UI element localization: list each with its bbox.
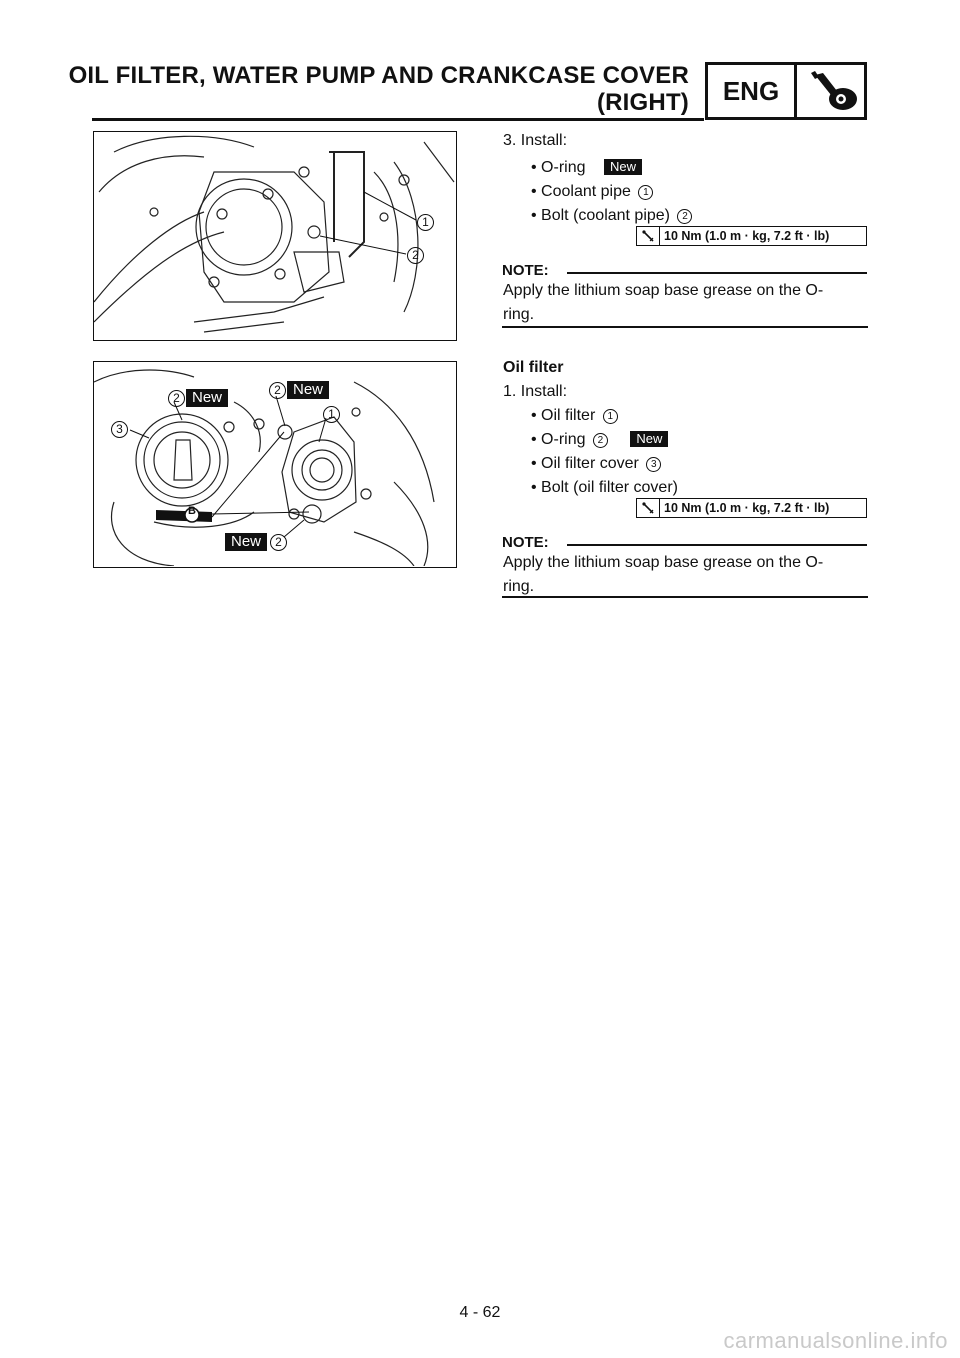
list-item: • Bolt (coolant pipe) 2 xyxy=(531,205,692,227)
list-item: • Bolt (oil filter cover) xyxy=(531,479,678,496)
note-end-rule xyxy=(502,596,868,598)
ref-number: 1 xyxy=(603,409,618,424)
grease-mark: B xyxy=(188,505,196,517)
note-end-rule xyxy=(502,326,868,328)
callout-1: 1 xyxy=(417,214,434,231)
new-badge: New xyxy=(225,533,267,551)
note-line-1: Apply the lithium soap base grease on the O- xyxy=(503,282,824,299)
ref-number: 3 xyxy=(646,457,661,472)
item-label: Oil filter cover xyxy=(541,455,639,472)
list-item: • Coolant pipe 1 xyxy=(531,181,653,203)
torque-wrench-icon xyxy=(637,499,660,517)
list-item: • Oil filter 1 xyxy=(531,405,618,427)
item-label: O-ring xyxy=(541,431,586,448)
list-item: • O-ring 2 New xyxy=(531,429,668,451)
water-pump-illustration xyxy=(94,132,455,339)
note-text-line2: ring. xyxy=(503,306,535,323)
figure-water-pump xyxy=(93,131,457,341)
item-label: O-ring xyxy=(541,159,586,176)
list-item: • O-ring New xyxy=(531,157,642,179)
callout-2: 2 xyxy=(407,247,424,264)
item-label: Bolt (oil filter cover) xyxy=(541,479,678,496)
note-label: NOTE: xyxy=(502,534,549,551)
new-badge: New xyxy=(186,389,228,407)
section-heading: Oil filter xyxy=(503,359,564,376)
torque-spec xyxy=(636,226,867,246)
step-title: 1. Install: xyxy=(503,383,568,400)
callout-2b: 2 xyxy=(269,382,286,399)
step-title: 3. Install: xyxy=(503,132,568,149)
ref-number: 1 xyxy=(638,185,653,200)
note-rule xyxy=(567,272,867,274)
callout-2c: 2 xyxy=(270,534,287,551)
page-title: OIL FILTER, WATER PUMP AND CRANKCASE COVER xyxy=(68,62,689,89)
torque-value: 10 Nm (1.0 m · kg, 7.2 ft · lb) xyxy=(664,229,830,243)
callout-1: 1 xyxy=(323,406,340,423)
item-label: Coolant pipe xyxy=(541,183,631,200)
torque-value: 10 Nm (1.0 m · kg, 7.2 ft · lb) xyxy=(664,501,830,515)
section-code: ENG xyxy=(708,65,797,117)
callout-3: 3 xyxy=(111,421,128,438)
note-label: NOTE: xyxy=(502,262,549,279)
engine-wrench-icon xyxy=(797,65,864,117)
item-label: Bolt (coolant pipe) xyxy=(541,207,671,224)
figure-oil-filter xyxy=(93,361,457,568)
item-label: Oil filter xyxy=(541,407,596,424)
header-rule xyxy=(92,118,704,121)
new-badge: New xyxy=(604,159,642,175)
ref-number: 2 xyxy=(677,209,692,224)
callout-2a: 2 xyxy=(168,390,185,407)
torque-wrench-icon xyxy=(637,227,660,245)
new-badge: New xyxy=(287,381,329,399)
note-rule xyxy=(567,544,867,546)
section-tab xyxy=(705,62,867,120)
watermark: carmanualsonline.info xyxy=(723,1328,948,1353)
new-badge: New xyxy=(630,431,668,447)
note-text: Apply the lithium soap base grease on the O- xyxy=(503,554,824,571)
note-text xyxy=(503,280,868,302)
torque-spec xyxy=(636,498,867,518)
ref-number: 2 xyxy=(593,433,608,448)
list-item: • Oil filter cover 3 xyxy=(531,453,661,475)
page-number: 4 - 62 xyxy=(459,1304,501,1321)
page-title-line2: (RIGHT) xyxy=(596,89,689,116)
note-text-line2: ring. xyxy=(503,578,535,595)
